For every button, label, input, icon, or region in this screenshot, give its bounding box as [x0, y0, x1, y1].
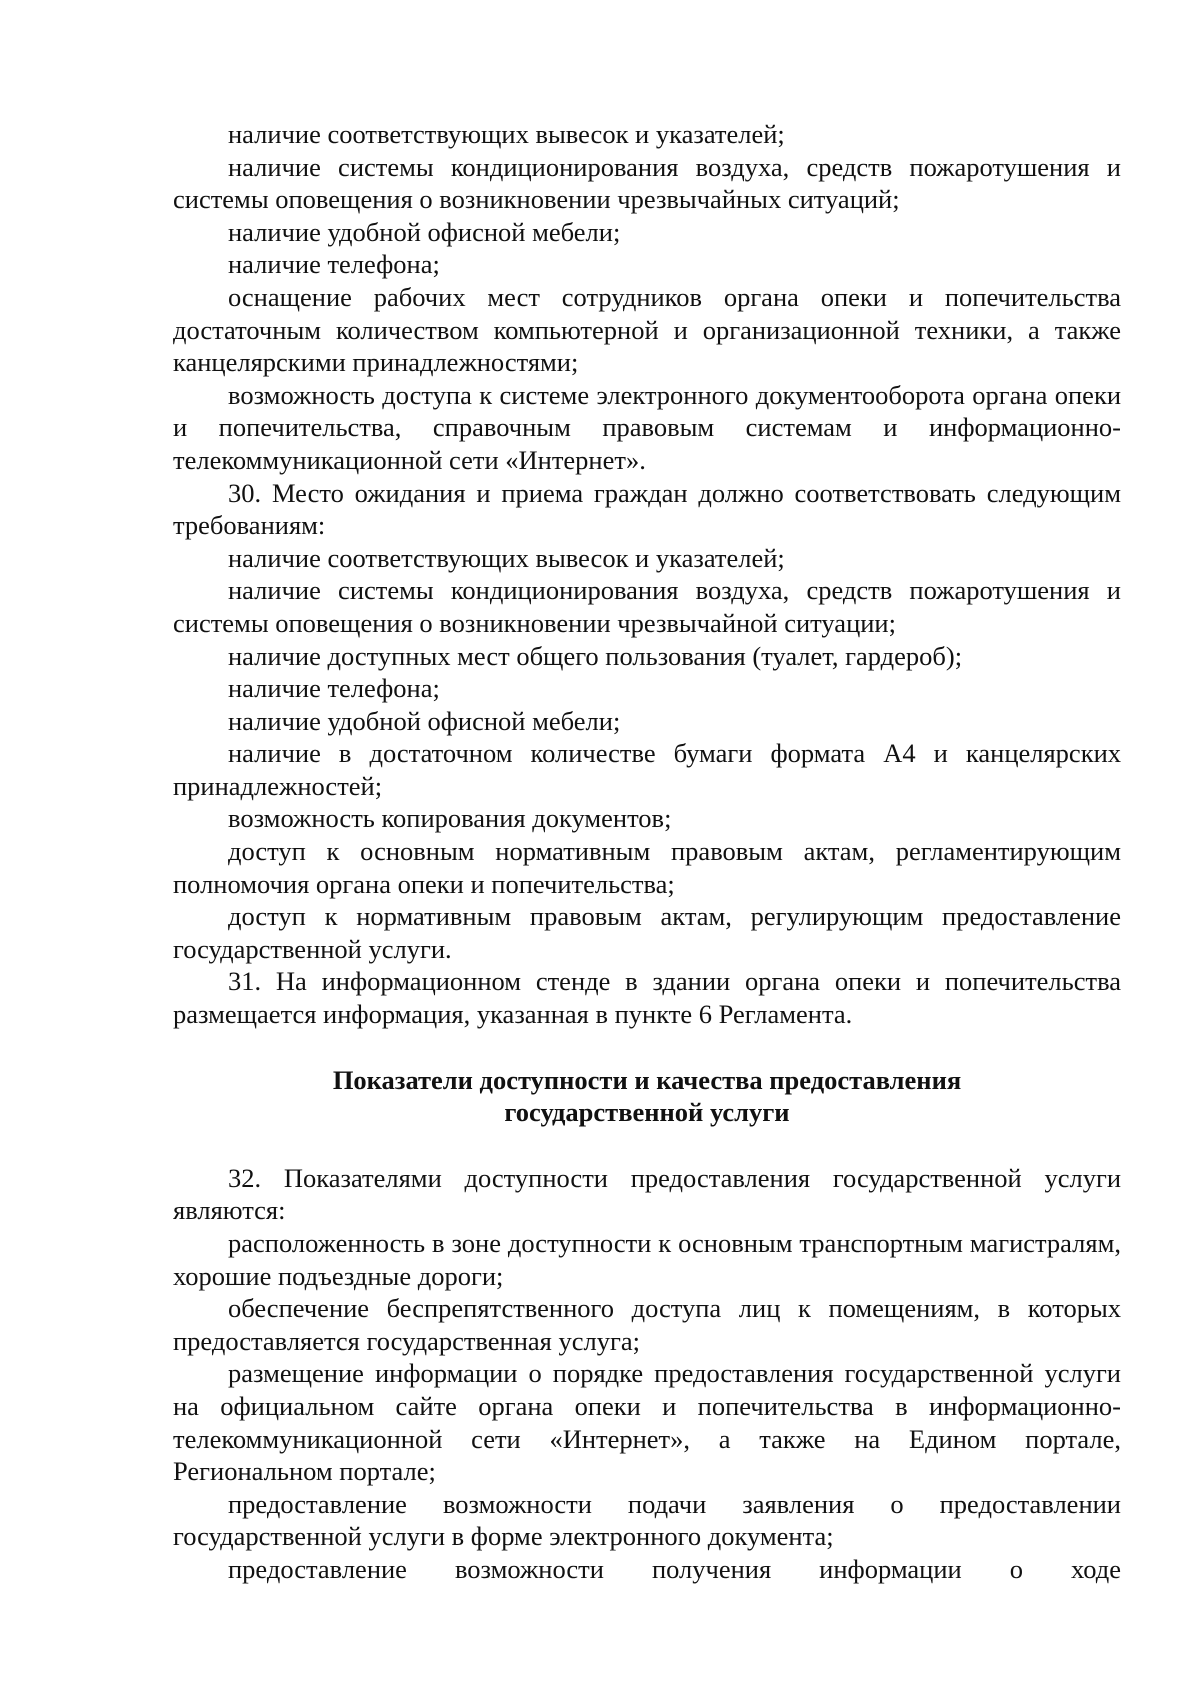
- paragraph: наличие телефона;: [228, 673, 440, 704]
- paragraph: возможность доступа к системе электронного документооборота органа опеки и попечительства, справочным правовым системам и информационно-телекоммуникационной сети «Интернет».: [173, 379, 1121, 475]
- paragraph-item-31: 31. На информационном стенде в здании органа опеки и попечительства размещается информация, указанная в пункте 6 Регламента.: [173, 966, 1121, 1030]
- section-heading-line-1: Показатели доступности и качества предоставления: [332, 1064, 962, 1095]
- paragraph: обеспечение беспрепятственного доступа лиц к помещениям, в которых предоставляется государственная услуга;: [173, 1293, 1121, 1356]
- section-heading-line-2: государственной услуги: [504, 1097, 790, 1128]
- paragraph-item-32: 32. Показателями доступности предоставления государственной услуги являются:: [173, 1162, 1121, 1226]
- paragraph: возможность копирования документов;: [228, 803, 672, 834]
- paragraph: наличие в достаточном количестве бумаги формата А4 и канцелярских принадлежностей;: [173, 738, 1121, 801]
- paragraph: наличие телефона;: [228, 249, 440, 280]
- paragraph: наличие соответствующих вывесок и указателей;: [228, 542, 785, 573]
- paragraph: наличие удобной офисной мебели;: [228, 705, 621, 736]
- paragraph: доступ к основным нормативным правовым актам, регламентирующим полномочия органа опеки и попечительства;: [173, 836, 1121, 899]
- paragraph: доступ к нормативным правовым актам, регулирующим предоставление государственной услуги.: [173, 901, 1121, 964]
- paragraph: оснащение рабочих мест сотрудников органа опеки и попечительства достаточным количеством компьютерной и организационной техники, а также канцелярскими принадлежностями;: [173, 281, 1121, 378]
- paragraph: наличие доступных мест общего пользования (туалет, гардероб);: [228, 640, 963, 671]
- paragraph: наличие соответствующих вывесок и указателей;: [228, 119, 785, 149]
- section-heading: [173, 1064, 1121, 1129]
- paragraph: размещение информации о порядке предоставления государственной услуги на официальном сайте органа опеки и попечительства в информационно-телекоммуникационной сети «Интернет», а также на Едином портале, Региональном портале;: [173, 1358, 1121, 1487]
- paragraph-item-30: 30. Место ожидания и приема граждан должно соответствовать следующим требованиям:: [173, 477, 1121, 541]
- paragraph: наличие системы кондиционирования воздуха, средств пожаротушения и системы оповещения о возникновении чрезвычайных ситуаций;: [173, 151, 1121, 215]
- document-body: [173, 118, 1121, 1586]
- paragraph-continued: предоставление возможности получения информации о ходе: [228, 1553, 1121, 1584]
- paragraph: наличие системы кондиционирования воздуха, средств пожаротушения и системы оповещения о возникновении чрезвычайной ситуации;: [173, 575, 1121, 638]
- paragraph: расположенность в зоне доступности к основным транспортным магистралям, хорошие подъездные дороги;: [173, 1228, 1121, 1291]
- paragraph: наличие удобной офисной мебели;: [228, 216, 621, 247]
- paragraph: предоставление возможности подачи заявления о предоставлении государственной услуги в форме электронного документа;: [173, 1488, 1121, 1552]
